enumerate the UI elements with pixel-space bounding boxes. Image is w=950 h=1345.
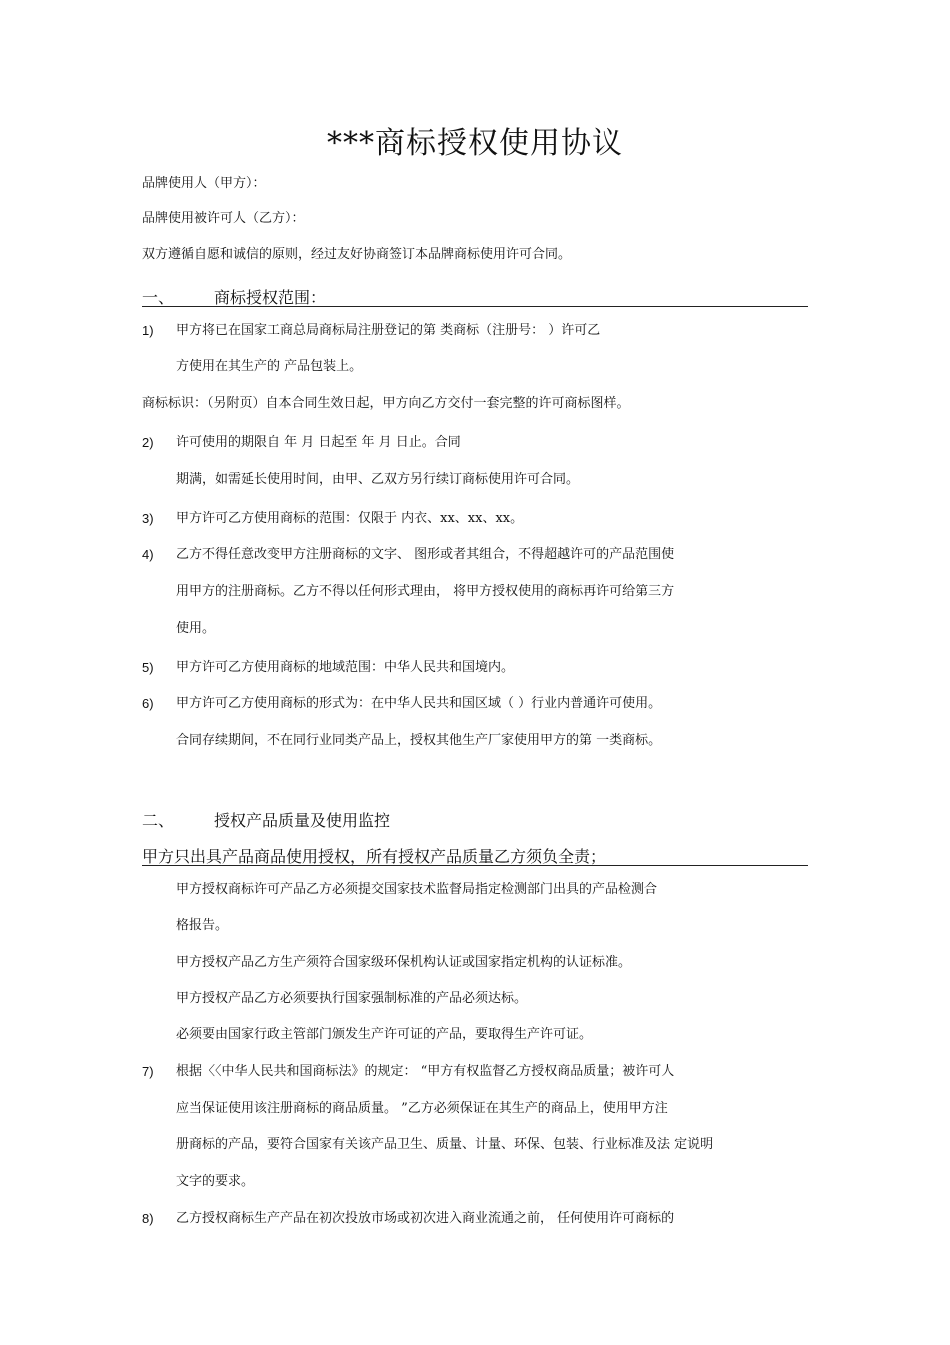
item-number: 3) bbox=[142, 511, 154, 526]
item-number: 4) bbox=[142, 547, 154, 562]
trademark-note: 商标标识：（另附页）自本合同生效日起，甲方向乙方交付一套完整的许可商标图样。 bbox=[142, 396, 630, 411]
item-text-line: 甲方将已在国家工商总局商标局注册登记的第 类商标（注册号： ）许可乙 bbox=[176, 323, 601, 338]
quality-para-line: 必须要由国家行政主管部门颁发生产许可证的产品，要取得生产许可证。 bbox=[176, 1027, 593, 1042]
section2-subheading: 甲方只出具产品商品使用授权，所有授权产品质量乙方须负全责； bbox=[142, 847, 607, 866]
item-text-line: 许可使用的期限自 年 月 日起至 年 月 日止。合同 bbox=[176, 435, 461, 450]
item-number: 8) bbox=[142, 1211, 154, 1226]
quality-para-line: 格报告。 bbox=[176, 918, 229, 933]
item-text-line: 期满，如需延长使用时间，由甲、乙双方另行续订商标使用许可合同。 bbox=[176, 472, 580, 487]
item-text-line: 应当保证使用该注册商标的商品质量。 ”乙方必须保证在其生产的商品上，使用甲方注 bbox=[176, 1101, 668, 1116]
party-b-line: 品牌使用被许可人（乙方）： bbox=[142, 211, 305, 226]
item-text-line: 甲方许可乙方使用商标的范围：仅限于 内衣、xx、xx、xx。 bbox=[176, 511, 524, 526]
item-number: 7) bbox=[142, 1064, 154, 1079]
item-text-line: 乙方授权商标生产产品在初次投放市场或初次进入商业流通之前， 任何使用许可商标的 bbox=[176, 1211, 675, 1226]
item-text-line: 合同存续期间，不在同行业同类产品上，授权其他生产厂家使用甲方的第 一类商标。 bbox=[176, 733, 662, 748]
item-text-line: 乙方不得任意改变甲方注册商标的文字、 图形或者其组合，不得超越许可的产品范围使 bbox=[176, 547, 675, 562]
item-number: 1) bbox=[142, 323, 154, 338]
party-a-line: 品牌使用人（甲方）： bbox=[142, 176, 266, 191]
item-number: 6) bbox=[142, 696, 154, 711]
quality-para-line: 甲方授权商标许可产品乙方必须提交国家技术监督局指定检测部门出具的产品检测合 bbox=[176, 882, 658, 897]
item-number: 2) bbox=[142, 435, 154, 450]
item-text-line: 文字的要求。 bbox=[176, 1174, 255, 1189]
preamble: 双方遵循自愿和诚信的原则，经过友好协商签订本品牌商标使用许可合同。 bbox=[142, 247, 572, 262]
section2-underline bbox=[142, 865, 808, 866]
item-text-line: 使用。 bbox=[176, 621, 216, 636]
section1-number: 一、 bbox=[142, 288, 175, 307]
item-text-line: 根据〈〈中华人民共和国商标法》的规定： “甲方有权监督乙方授权商品质量；被许可人 bbox=[176, 1064, 675, 1079]
section2-heading: 授权产品质量及使用监控 bbox=[214, 811, 391, 830]
section1-underline bbox=[142, 306, 808, 307]
item-text-line: 用甲方的注册商标。乙方不得以任何形式理由， 将甲方授权使用的商标再许可给第三方 bbox=[176, 584, 675, 599]
item-text-line: 册商标的产品，要符合国家有关该产品卫生、质量、计量、环保、包装、行业标准及法 定说明 bbox=[176, 1137, 714, 1152]
section2-number: 二、 bbox=[142, 811, 175, 830]
quality-para-line: 甲方授权产品乙方生产须符合国家级环保机构认证或国家指定机构的认证标准。 bbox=[176, 955, 632, 970]
item-text-line: 方使用在其生产的 产品包装上。 bbox=[176, 359, 363, 374]
quality-para-line: 甲方授权产品乙方必须要执行国家强制标准的产品必须达标。 bbox=[176, 991, 528, 1006]
item-text-line: 甲方许可乙方使用商标的地域范围：中华人民共和国境内。 bbox=[176, 660, 515, 675]
item-number: 5) bbox=[142, 660, 154, 675]
section1-heading: 商标授权范围： bbox=[214, 288, 327, 307]
item-text-line: 甲方许可乙方使用商标的形式为：在中华人民共和国区域（ ）行业内普通许可使用。 bbox=[176, 696, 662, 711]
document-title: ***商标授权使用协议 bbox=[327, 126, 623, 161]
